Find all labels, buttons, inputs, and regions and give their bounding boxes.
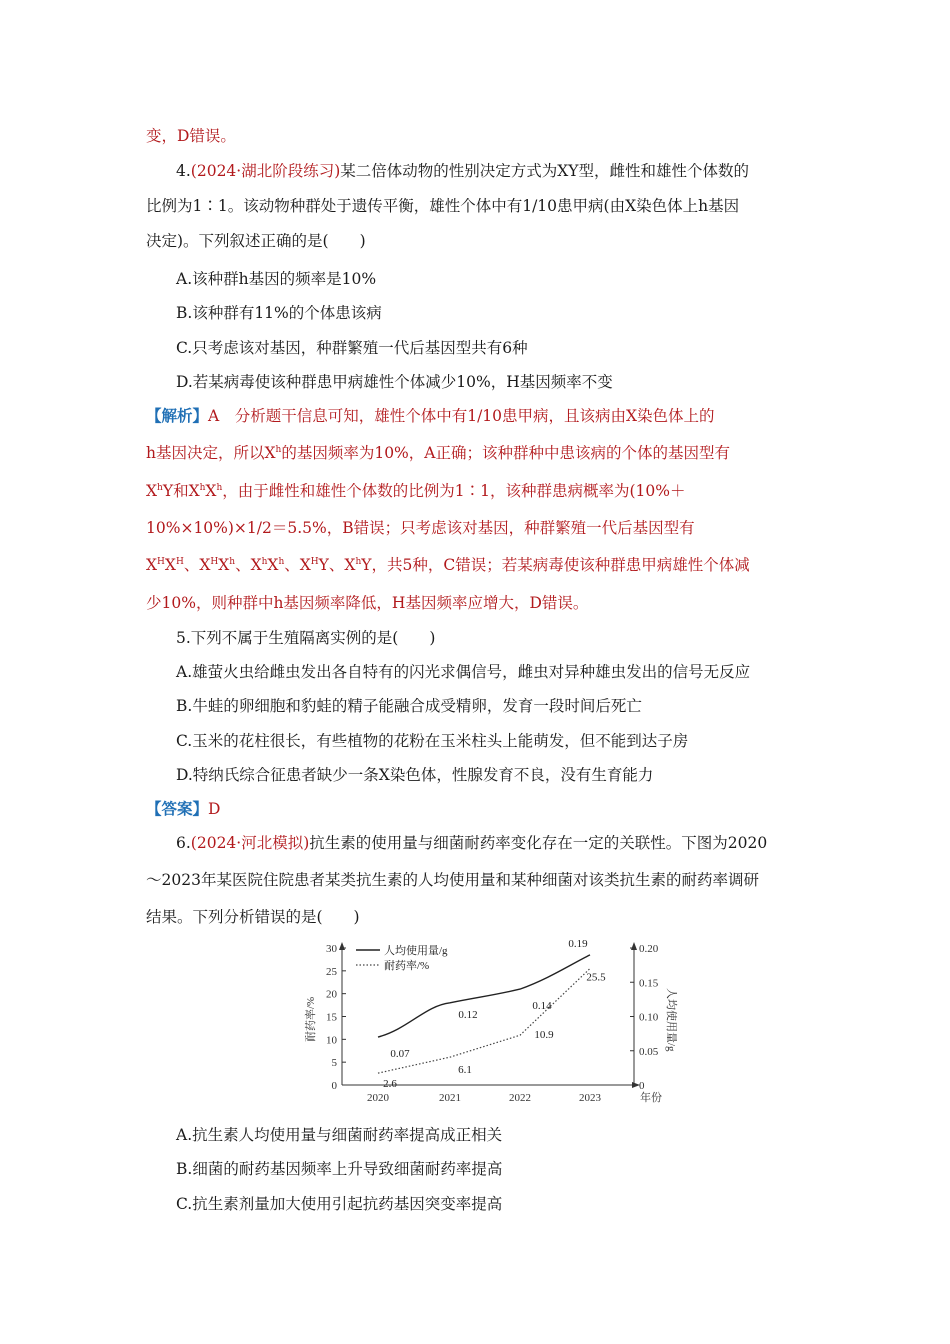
analysis-text-2a: h基因决定，所以X bbox=[146, 444, 276, 462]
x-tick-label: 2023 bbox=[579, 1092, 601, 1104]
answer-label: 【答案】 bbox=[146, 799, 209, 818]
q4-option-c: C.只考虑该对基因，种群繁殖一代后基因型共有6种 bbox=[176, 339, 528, 357]
sup-h: h bbox=[199, 483, 206, 493]
q4-option-d: D.若某病毒使该种群患甲病雄性个体减少10%，H基因频率不变 bbox=[176, 373, 613, 391]
resistance-chart bbox=[300, 930, 680, 1110]
q3-tail: 变，D错误。 bbox=[146, 127, 236, 145]
q6-number: 6. bbox=[176, 834, 191, 852]
q4-stem-line-3: 决定)。下列叙述正确的是( ) bbox=[146, 232, 366, 250]
usage-data-label: 0.12 bbox=[458, 1008, 478, 1021]
q5-answer bbox=[146, 799, 220, 819]
y-right-tick-label: 0 bbox=[639, 1080, 645, 1092]
q4-analysis-line-5: $X^HX^H$、$X^HX^h$、$X^hX^h$、$X^HY$、$X^hY$，共5种，C错误；若某病毒使该种群患甲病雄性个体减 bbox=[146, 556, 750, 574]
y-axis-right-label: 人均使用量/g bbox=[665, 988, 677, 1052]
y-left-tick-label: 10 bbox=[326, 1034, 337, 1047]
usage-data-label: 0.07 bbox=[390, 1048, 410, 1061]
answer-value: D bbox=[208, 800, 221, 818]
x-tick-label: 2021 bbox=[439, 1092, 461, 1104]
analysis-text-1: A 分析题干信息可知，雄性个体中有1/10患甲病，且该病由X染色体上的 bbox=[208, 407, 715, 425]
q4-analysis-line-2 bbox=[146, 443, 730, 463]
y-right-tick-label: 0.20 bbox=[639, 943, 659, 955]
x-tick-label: 2020 bbox=[367, 1092, 389, 1104]
sup-h: h bbox=[157, 483, 163, 493]
q6-option-a: A.抗生素人均使用量与细菌耐药率提高成正相关 bbox=[176, 1126, 503, 1144]
y-left-tick-label: 5 bbox=[331, 1057, 337, 1070]
resistance-line bbox=[378, 969, 590, 1077]
q4-stem-1: 某二倍体动物的性别决定方式为XY型，雌性和雄性个体数的 bbox=[340, 162, 750, 180]
y-right-tick-label: 0.10 bbox=[639, 1011, 659, 1024]
q6-option-b: B.细菌的耐药基因频率上升导致细菌耐药率提高 bbox=[176, 1160, 503, 1178]
sup-h: h bbox=[216, 483, 223, 493]
x-tick-label: 2022 bbox=[509, 1092, 531, 1104]
q6-source: (2024·河北模拟) bbox=[190, 834, 310, 852]
left-axis-arrow bbox=[339, 942, 345, 950]
q4-analysis-line-1 bbox=[146, 406, 715, 426]
q4-number: 4. bbox=[176, 162, 191, 180]
legend-label-usage: 人均使用量/g bbox=[384, 945, 448, 957]
q5-option-b: B.牛蛙的卵细胞和豹蛙的精子能融合成受精卵，发育一段时间后死亡 bbox=[176, 697, 642, 715]
analysis-text-2b: 的基因频率为10%，A正确；该种群种中患该病的个体的基因型有 bbox=[281, 444, 730, 462]
analysis-text-3a: X bbox=[146, 482, 158, 500]
q4-analysis-line-4: 10%×10%)×1/2＝5.5%，B错误；只考虑该对基因，种群繁殖一代后基因型有 bbox=[146, 519, 695, 537]
resistance-data-label: 10.9 bbox=[534, 1029, 554, 1042]
q6-stem-line-3: 结果。下列分析错误的是( ) bbox=[146, 908, 360, 926]
y-right-tick-label: 0.05 bbox=[639, 1045, 659, 1058]
y-left-tick-label: 30 bbox=[326, 943, 337, 955]
q4-option-a: A.该种群h基因的频率是10% bbox=[176, 270, 377, 288]
q6-option-c: C.抗生素剂量加大使用引起抗药基因突变率提高 bbox=[176, 1195, 503, 1213]
resistance-data-label: 25.5 bbox=[586, 971, 606, 984]
sup-h: h bbox=[275, 445, 282, 455]
y-left-tick-label: 0 bbox=[331, 1080, 337, 1092]
y-left-tick-label: 15 bbox=[326, 1011, 337, 1024]
y-left-tick-label: 20 bbox=[326, 988, 337, 1001]
analysis-text-3c: X bbox=[205, 482, 217, 500]
q6-stem-line-1 bbox=[176, 833, 767, 853]
q5-option-a: A.雄萤火虫给雌虫发出各自特有的闪光求偶信号，雌虫对异种雄虫发出的信号无反应 bbox=[176, 663, 751, 681]
y-left-tick-label: 25 bbox=[326, 965, 337, 978]
right-axis-arrow bbox=[631, 942, 637, 950]
analysis-label: 【解析】 bbox=[146, 406, 209, 425]
q5-option-c: C.玉米的花柱很长，有些植物的花粉在玉米柱头上能萌发，但不能到达子房 bbox=[176, 732, 689, 750]
analysis-text-3d: ，由于雌性和雄性个体数的比例为1∶1，该种群患病概率为(10%＋ bbox=[222, 482, 686, 500]
analysis-text-3b: Y和X bbox=[162, 482, 200, 500]
q4-source: (2024·湖北阶段练习) bbox=[190, 162, 341, 180]
q6-stem-line-2: ～2023年某医院住院患者某类抗生素的人均使用量和某种细菌对该类抗生素的耐药率调研 bbox=[146, 871, 759, 889]
q4-analysis-line-3 bbox=[146, 481, 686, 501]
q5-option-d: D.特纳氏综合征患者缺少一条X染色体，性腺发育不良，没有生育能力 bbox=[176, 766, 654, 784]
q6-stem-1: 抗生素的使用量与细菌耐药率变化存在一定的关联性。下图为2020 bbox=[309, 834, 768, 852]
q4-stem-line-2: 比例为1∶1。该动物种群处于遗传平衡，雄性个体中有1/10患甲病(由X染色体上h基因 bbox=[146, 197, 740, 215]
resistance-data-label: 6.1 bbox=[458, 1064, 472, 1077]
usage-data-label: 0.14 bbox=[532, 1000, 552, 1013]
q4-option-b: B.该种群有11%的个体患该病 bbox=[176, 304, 382, 322]
q4-analysis-line-6: 少10%，则种群中h基因频率降低，H基因频率应增大，D错误。 bbox=[146, 594, 589, 612]
x-axis-label: 年份 bbox=[640, 1092, 662, 1104]
y-axis-left-label: 耐药率/% bbox=[305, 996, 317, 1042]
y-right-tick-label: 0.15 bbox=[639, 977, 659, 990]
legend-label-resistance: 耐药率/% bbox=[384, 960, 430, 972]
q4-stem-line-1 bbox=[176, 161, 749, 181]
q5-stem: 5.下列不属于生殖隔离实例的是( ) bbox=[176, 629, 436, 647]
usage-data-label: 0.19 bbox=[568, 937, 588, 950]
resistance-data-label: 2.6 bbox=[383, 1078, 397, 1091]
